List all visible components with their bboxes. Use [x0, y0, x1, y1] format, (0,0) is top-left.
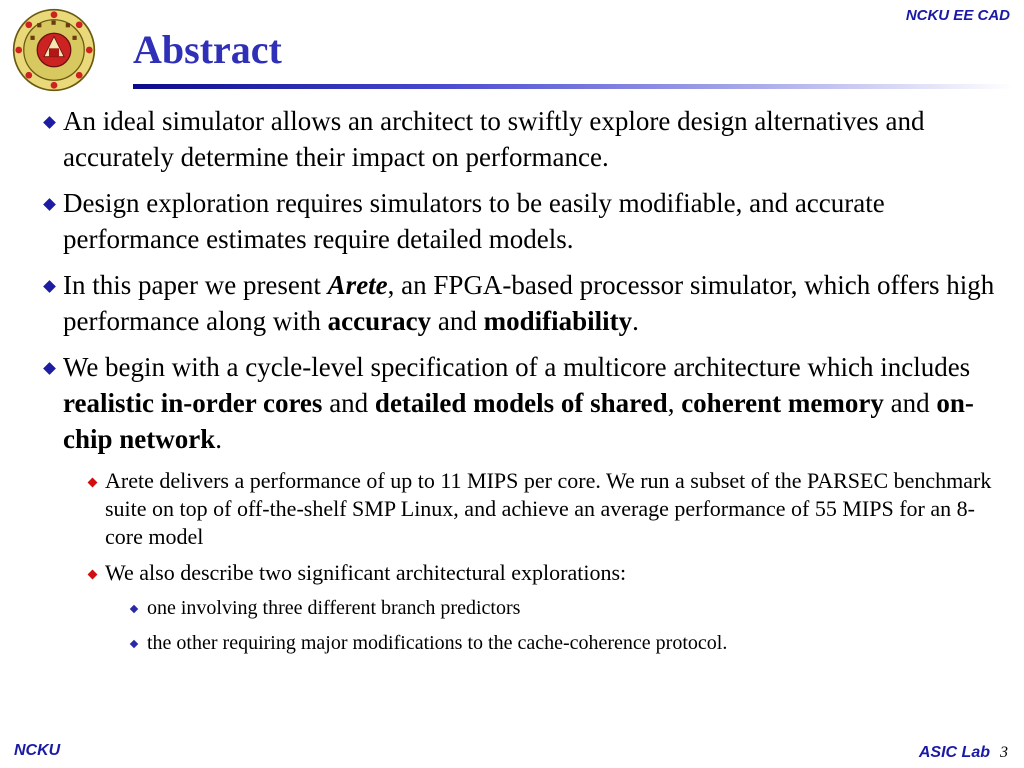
- bullet-item: [40, 267, 1008, 339]
- emphasis-shared-models: detailed models of shared: [374, 388, 668, 418]
- diamond-bullet-icon: [43, 116, 56, 129]
- bullet-text: We begin with a cycle-level specification of a multicore architecture which includes: [63, 352, 971, 382]
- diamond-bullet-icon: [88, 570, 98, 580]
- diamond-bullet-icon: [43, 198, 56, 211]
- bullet-item: [40, 185, 1008, 257]
- slide-content: [40, 103, 1008, 665]
- bullet-text: In this paper we present: [63, 270, 328, 300]
- bullet-text: and: [883, 388, 937, 418]
- subsubbullet-item: [126, 630, 1008, 656]
- bullet-item: [40, 103, 1008, 175]
- emphasis-modifiability: modifiability: [483, 306, 633, 336]
- emphasis-network: on-chip network: [63, 388, 974, 454]
- diamond-bullet-icon: [130, 640, 138, 648]
- bullet-item: [40, 349, 1008, 457]
- footer-lab-label: ASIC Lab: [918, 744, 990, 761]
- diamond-bullet-icon: [88, 478, 98, 488]
- footer-left-label: NCKU: [14, 742, 61, 759]
- bullet-text: .: [632, 306, 639, 336]
- university-seal-icon: [12, 8, 96, 92]
- subbullet-item: [84, 559, 1008, 587]
- bullet-text: ,: [667, 388, 682, 418]
- bullet-text: .: [215, 424, 223, 454]
- slide-title: Abstract: [133, 27, 282, 72]
- subbullet-text: We also describe two significant architectural explorations:: [105, 560, 627, 585]
- header-org-label: NCKU EE CAD: [905, 7, 1010, 24]
- diamond-bullet-icon: [43, 362, 56, 375]
- bullet-text: An ideal simulator allows an architect to swiftly explore design alternatives and accurately determine their impact on performance.: [63, 106, 925, 172]
- bullet-text: and: [322, 388, 375, 418]
- subsubbullet-item: [126, 595, 1008, 621]
- page-number: 3: [1000, 744, 1008, 761]
- bullet-text: and: [431, 306, 484, 336]
- emphasis-arete: Arete: [327, 270, 388, 300]
- subbullet-text: Arete delivers a performance of up to 11 MIPS per core. We run a subset of the PARSEC benchmark suite on top of off-the-shelf SMP Linux, and achieve an average performance of 55 MIPS for an 8-core model: [105, 468, 992, 549]
- emphasis-cores: realistic in-order cores: [63, 388, 323, 418]
- subsubbullet-text: one involving three different branch predictors: [147, 597, 521, 619]
- footer-right: [919, 744, 1008, 762]
- emphasis-coherent-memory: coherent memory: [681, 388, 884, 418]
- diamond-bullet-icon: [43, 280, 56, 293]
- subbullet-item: [84, 467, 1008, 551]
- title-divider: [133, 84, 1013, 89]
- diamond-bullet-icon: [130, 605, 138, 613]
- bullet-text: , an FPGA-based processor simulator, which offers high performance along with: [63, 270, 995, 336]
- emphasis-accuracy: accuracy: [327, 306, 432, 336]
- subsubbullet-text: the other requiring major modifications to the cache-coherence protocol.: [147, 632, 728, 654]
- bullet-text: Design exploration requires simulators to be easily modifiable, and accurate performance estimates require detailed models.: [63, 188, 885, 254]
